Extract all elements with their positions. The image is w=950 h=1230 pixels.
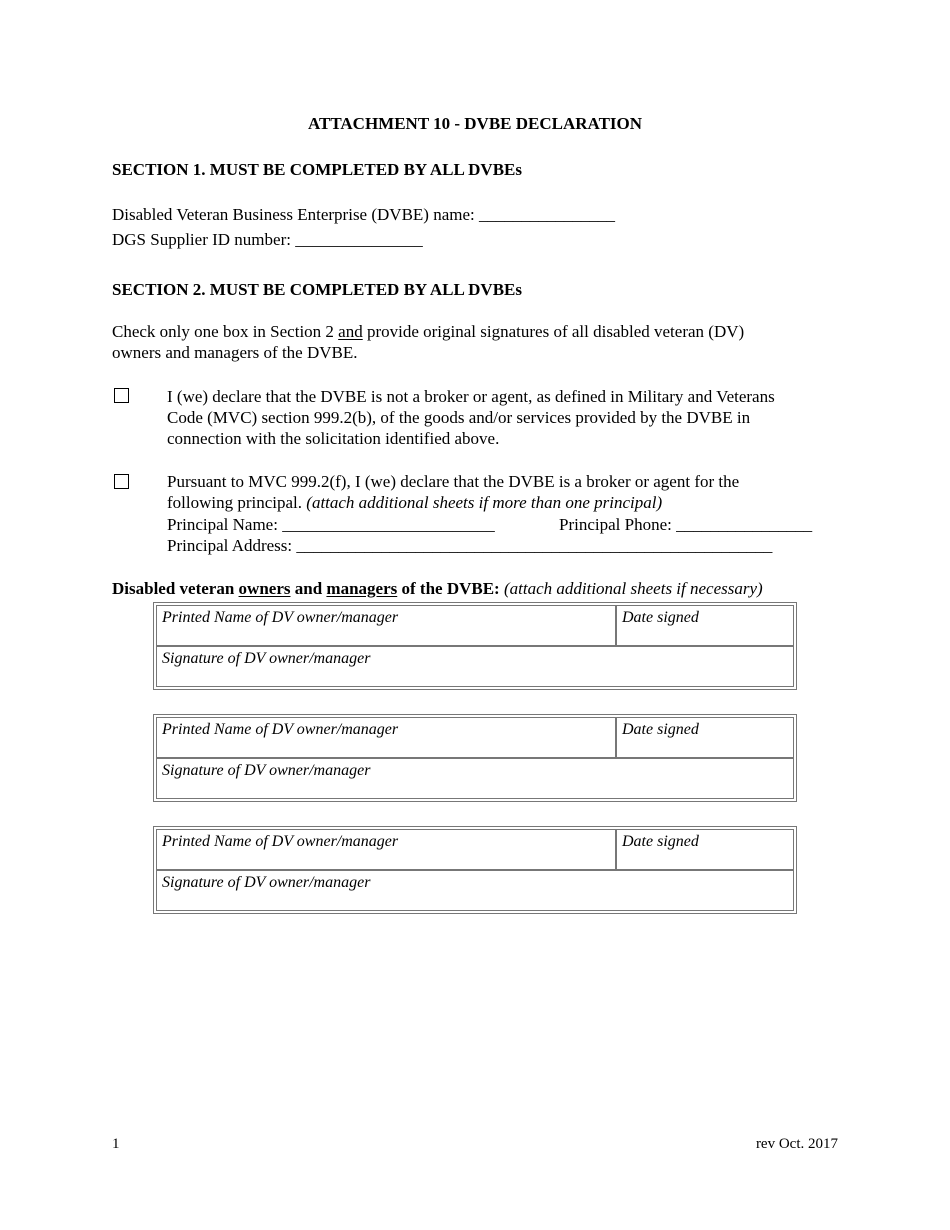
signature-block-1 [153, 602, 797, 690]
signature-field[interactable]: Signature of DV owner/manager [156, 646, 794, 687]
option1-line3: connection with the solicitation identified above. [167, 429, 500, 448]
instruction-and: and [338, 322, 363, 341]
option2-line1: Pursuant to MVC 999.2(f), I (we) declare that the DVBE is a broker or agent for the [167, 472, 740, 491]
section2-instruction-line2: owners and managers of the DVBE. [112, 343, 358, 362]
date-signed-field[interactable]: Date signed [616, 829, 794, 870]
printed-name-field[interactable]: Printed Name of DV owner/manager [156, 605, 616, 646]
option1-line1: I (we) declare that the DVBE is not a broker or agent, as defined in Military and Veterans [167, 387, 775, 406]
supplier-id-field[interactable]: DGS Supplier ID number: _______________ [112, 230, 423, 249]
signature-block-2 [153, 714, 797, 802]
broker-agent-checkbox[interactable] [114, 474, 129, 489]
principal-address-field[interactable]: Principal Address: ________________________________________________________ [167, 536, 773, 555]
signature-field[interactable]: Signature of DV owner/manager [156, 758, 794, 799]
owners-word: owners [238, 579, 291, 598]
section1-heading: SECTION 1. MUST BE COMPLETED BY ALL DVBEs [112, 160, 522, 179]
not-broker-checkbox[interactable] [114, 388, 129, 403]
owners-heading-and: and [290, 579, 327, 598]
owners-heading [112, 578, 763, 599]
instruction-post: provide original signatures of all disabled veteran (DV) [362, 322, 745, 341]
signature-field[interactable]: Signature of DV owner/manager [156, 870, 794, 911]
page-title: ATTACHMENT 10 - DVBE DECLARATION [307, 114, 643, 133]
managers-word: managers [326, 579, 398, 598]
section2-heading: SECTION 2. MUST BE COMPLETED BY ALL DVBEs [112, 280, 522, 299]
revision-date: rev Oct. 2017 [755, 1136, 838, 1152]
owners-heading-post: of the DVBE: [397, 579, 504, 598]
date-signed-field[interactable]: Date signed [616, 717, 794, 758]
dvbe-name-field[interactable]: Disabled Veteran Business Enterprise (DVBE) name: ________________ [112, 205, 615, 224]
section2-instruction-line1 [112, 321, 744, 342]
owners-heading-note: (attach additional sheets if necessary) [503, 579, 763, 598]
printed-name-field[interactable]: Printed Name of DV owner/manager [156, 717, 616, 758]
principal-name-field[interactable]: Principal Name: _________________________ [167, 515, 495, 534]
signature-block-3 [153, 826, 797, 914]
principal-phone-field[interactable]: Principal Phone: ________________ [559, 515, 813, 534]
owners-heading-pre: Disabled veteran [112, 579, 239, 598]
option2-text: following principal. [167, 493, 307, 512]
date-signed-field[interactable]: Date signed [616, 605, 794, 646]
option1-line2: Code (MVC) section 999.2(b), of the goods and/or services provided by the DVBE in [167, 408, 751, 427]
page-number: 1 [112, 1136, 120, 1152]
instruction-pre: Check only one box in Section 2 [112, 322, 339, 341]
printed-name-field[interactable]: Printed Name of DV owner/manager [156, 829, 616, 870]
option2-note: (attach additional sheets if more than one principal) [306, 493, 663, 512]
option2-line2 [167, 492, 662, 513]
